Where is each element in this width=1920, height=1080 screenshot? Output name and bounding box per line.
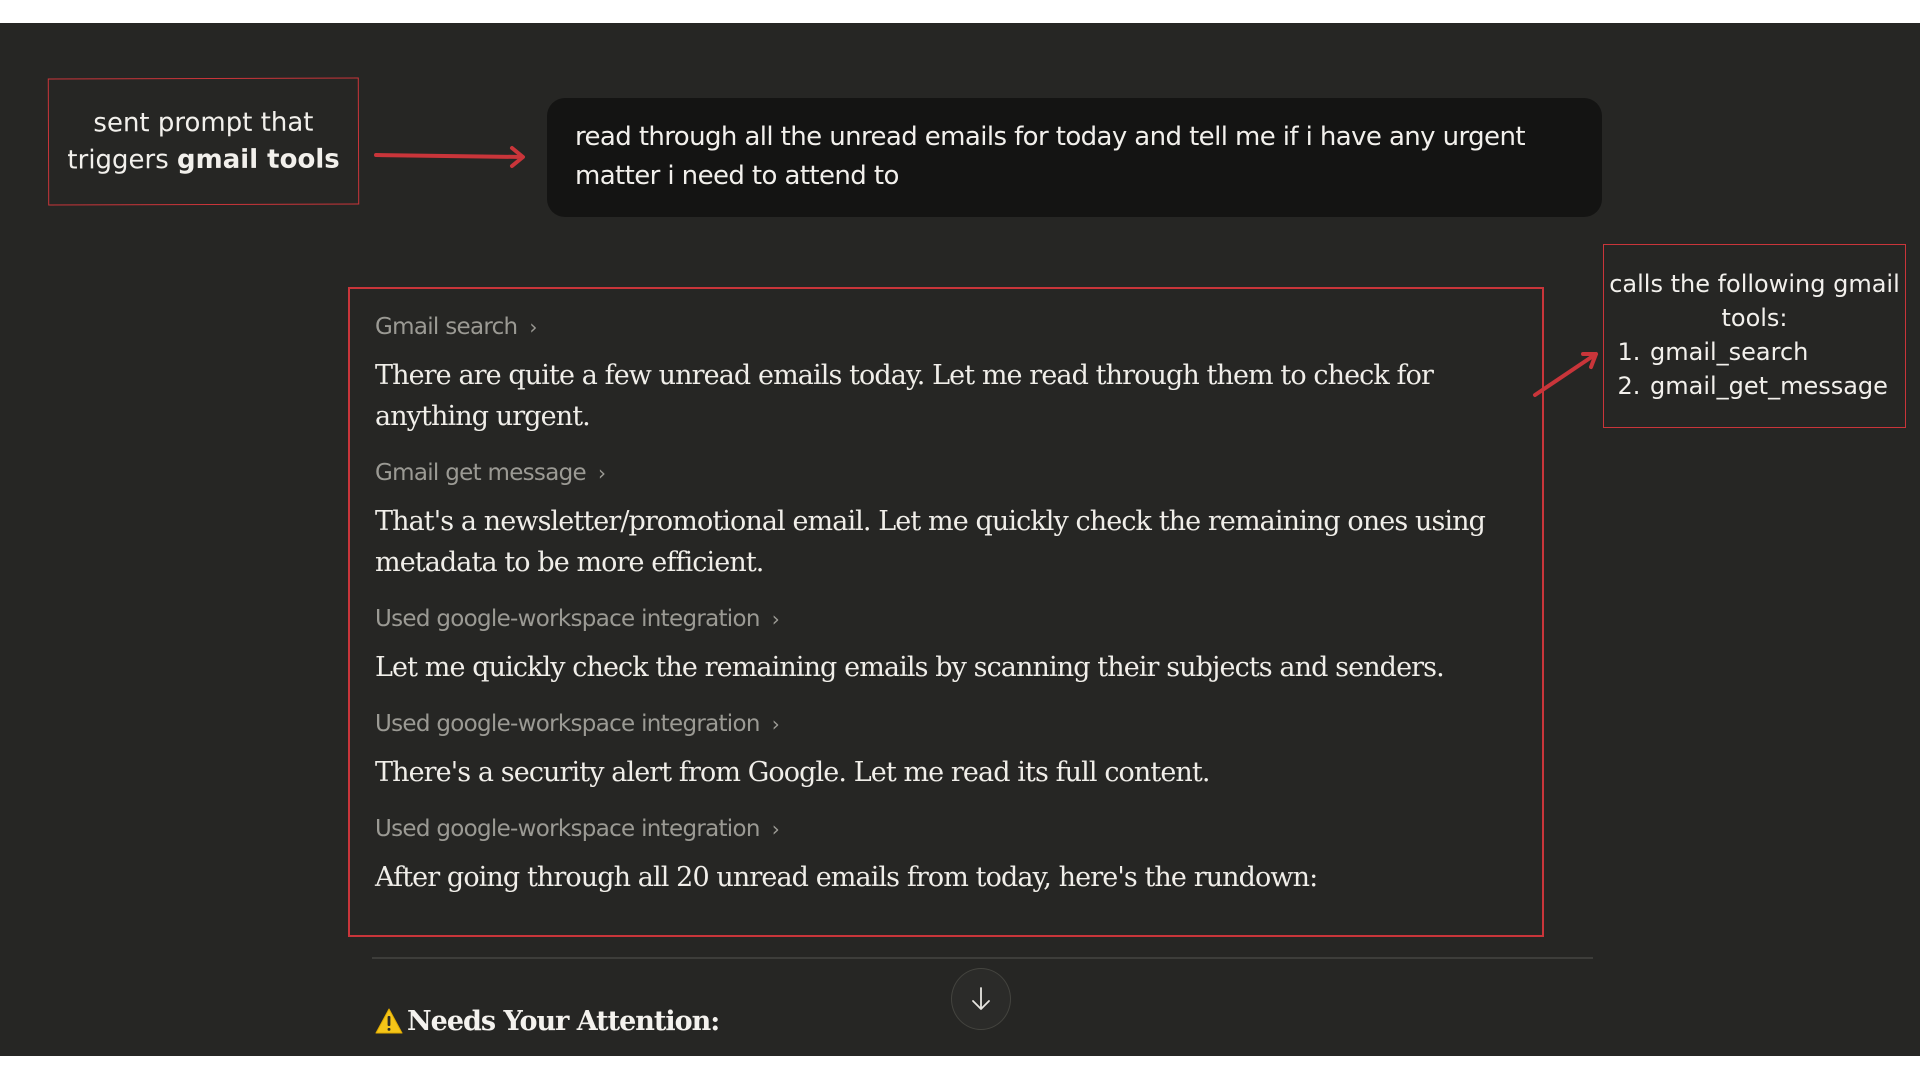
tool-call-label: Gmail get message bbox=[375, 460, 586, 486]
user-message-text: read through all the unread emails for today and tell me if i have any urgent matter i need to attend to bbox=[575, 122, 1525, 191]
annotation-arrows bbox=[0, 23, 1920, 1056]
annotation-tool-item: 2. gmail_get_message bbox=[1648, 369, 1905, 403]
tool-call-label: Used google-workspace integration bbox=[375, 816, 760, 842]
chevron-right-icon: › bbox=[529, 315, 537, 339]
chat-canvas bbox=[0, 23, 1920, 1056]
attention-heading-text: Needs Your Attention: bbox=[407, 1005, 720, 1037]
annotation-text-line2: triggers bbox=[67, 144, 178, 175]
response-paragraph: There are quite a few unread emails today. Let me read through them to check for anything urgent. bbox=[375, 360, 1434, 432]
response-paragraph: There's a security alert from Google. Let me read its full content. bbox=[375, 757, 1210, 788]
annotation-tool-item: 1. gmail_search bbox=[1648, 335, 1905, 369]
chevron-right-icon: › bbox=[771, 817, 780, 841]
annotation-tools-heading: calls the following gmail tools: bbox=[1609, 270, 1900, 332]
response-paragraph: After going through all 20 unread emails from today, here's the rundown: bbox=[375, 862, 1318, 893]
tool-call-label: Gmail search bbox=[375, 314, 518, 340]
annotation-text-line1: sent prompt that bbox=[93, 107, 314, 138]
response-paragraph: That's a newsletter/promotional email. Let me quickly check the remaining ones using metadata to be more efficient. bbox=[375, 506, 1486, 578]
arrow-to-tools-note-icon bbox=[1535, 354, 1596, 395]
chevron-right-icon: › bbox=[597, 461, 606, 485]
annotation-text-bold: gmail tools bbox=[176, 144, 340, 175]
tool-call-label: Used google-workspace integration bbox=[375, 606, 760, 632]
tool-call-label: Used google-workspace integration bbox=[375, 711, 760, 737]
response-paragraph: Let me quickly check the remaining emails by scanning their subjects and senders. bbox=[375, 652, 1444, 683]
chevron-right-icon: › bbox=[771, 712, 780, 736]
arrow-to-user-message-icon bbox=[376, 148, 523, 166]
chevron-right-icon: › bbox=[771, 607, 780, 631]
